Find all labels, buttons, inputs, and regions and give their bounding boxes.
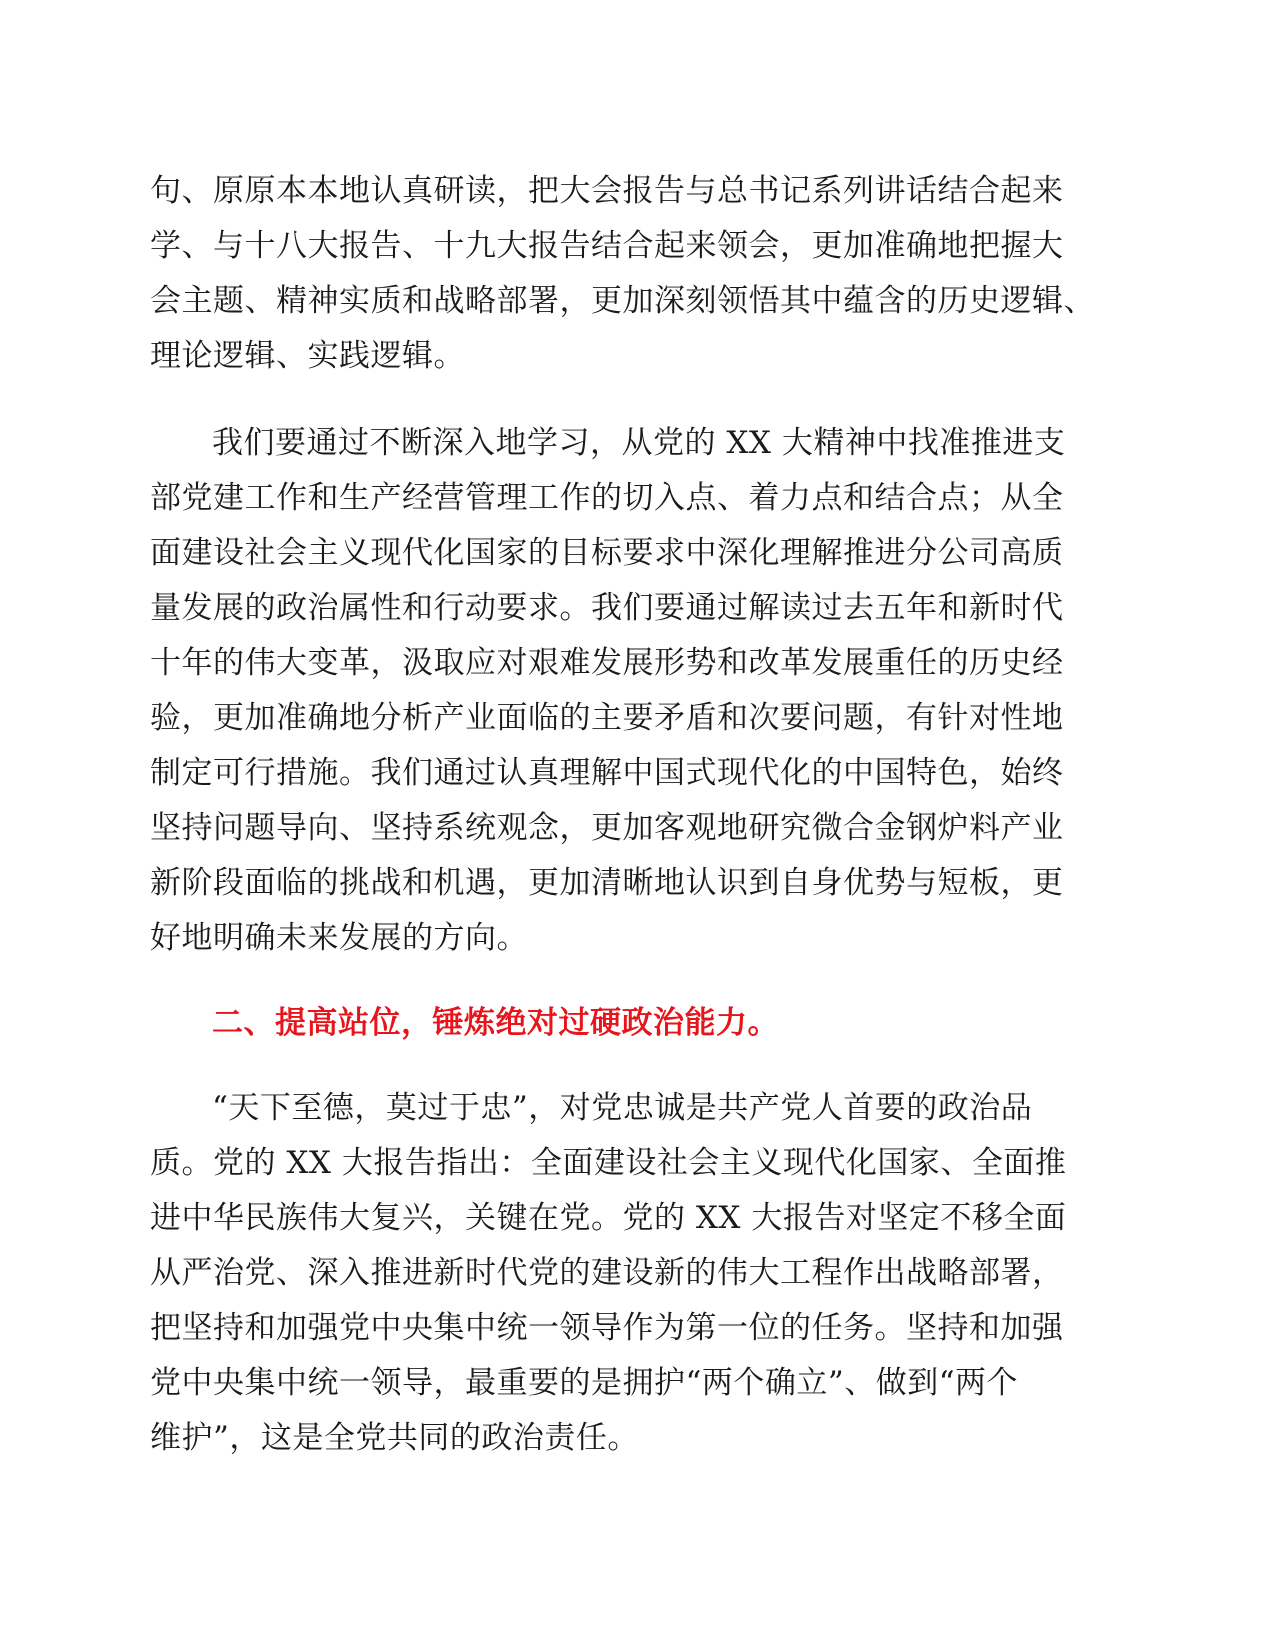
section-heading: 二、提高站位，锤炼绝对过硬政治能力。 — [212, 1005, 779, 1041]
text-line: 好地明确未来发展的方向。 — [150, 920, 528, 956]
text-line: 学、与十八大报告、十九大报告结合起来领会，更加准确地把握大 — [150, 228, 1064, 264]
text-line: 理论逻辑、实践逻辑。 — [150, 338, 465, 374]
paragraph-study — [150, 416, 1122, 966]
text-line: 我们要通过不断深入地学习，从党的 XX 大精神中找准推进支 — [212, 425, 1066, 461]
text-line: 验，更加准确地分析产业面临的主要矛盾和次要问题，有针对性地 — [150, 700, 1064, 736]
text-line: 党中央集中统一领导，最重要的是拥护“两个确立”、做到“两个 — [150, 1365, 1019, 1401]
text-line: 十年的伟大变革，汲取应对艰难发展形势和改革发展重任的历史经 — [150, 645, 1064, 681]
text-line: “天下至德，莫过于忠”，对党忠诚是共产党人首要的政治品 — [212, 1090, 1033, 1126]
paragraph-continuation — [150, 164, 1122, 384]
text-line: 从严治党、深入推进新时代党的建设新的伟大工程作出战略部署， — [150, 1255, 1064, 1291]
document-page — [150, 164, 1122, 1466]
text-line: 面建设社会主义现代化国家的目标要求中深化理解推进分公司高质 — [150, 535, 1064, 571]
paragraph-spacer — [150, 384, 1122, 416]
text-line: 句、原原本本地认真研读，把大会报告与总书记系列讲话结合起来 — [150, 173, 1064, 209]
text-line: 维护”，这是全党共同的政治责任。 — [150, 1420, 639, 1456]
text-line: 制定可行措施。我们通过认真理解中国式现代化的中国特色，始终 — [150, 755, 1064, 791]
text-line: 新阶段面临的挑战和机遇，更加清晰地认识到自身优势与短板，更 — [150, 865, 1064, 901]
paragraph-spacer — [150, 966, 1122, 996]
text-line: 把坚持和加强党中央集中统一领导作为第一位的任务。坚持和加强 — [150, 1310, 1064, 1346]
text-line: 进中华民族伟大复兴，关键在党。党的 XX 大报告对坚定不移全面 — [150, 1200, 1067, 1236]
paragraph-spacer — [150, 1051, 1122, 1081]
text-line: 部党建工作和生产经营管理工作的切入点、着力点和结合点；从全 — [150, 480, 1064, 516]
text-line: 量发展的政治属性和行动要求。我们要通过解读过去五年和新时代 — [150, 590, 1064, 626]
text-line: 质。党的 XX 大报告指出：全面建设社会主义现代化国家、全面推 — [150, 1145, 1067, 1181]
paragraph-loyalty — [150, 1081, 1122, 1466]
text-line: 会主题、精神实质和战略部署，更加深刻领悟其中蕴含的历史逻辑、 — [150, 283, 1095, 319]
text-line: 坚持问题导向、坚持系统观念，更加客观地研究微合金钢炉料产业 — [150, 810, 1064, 846]
